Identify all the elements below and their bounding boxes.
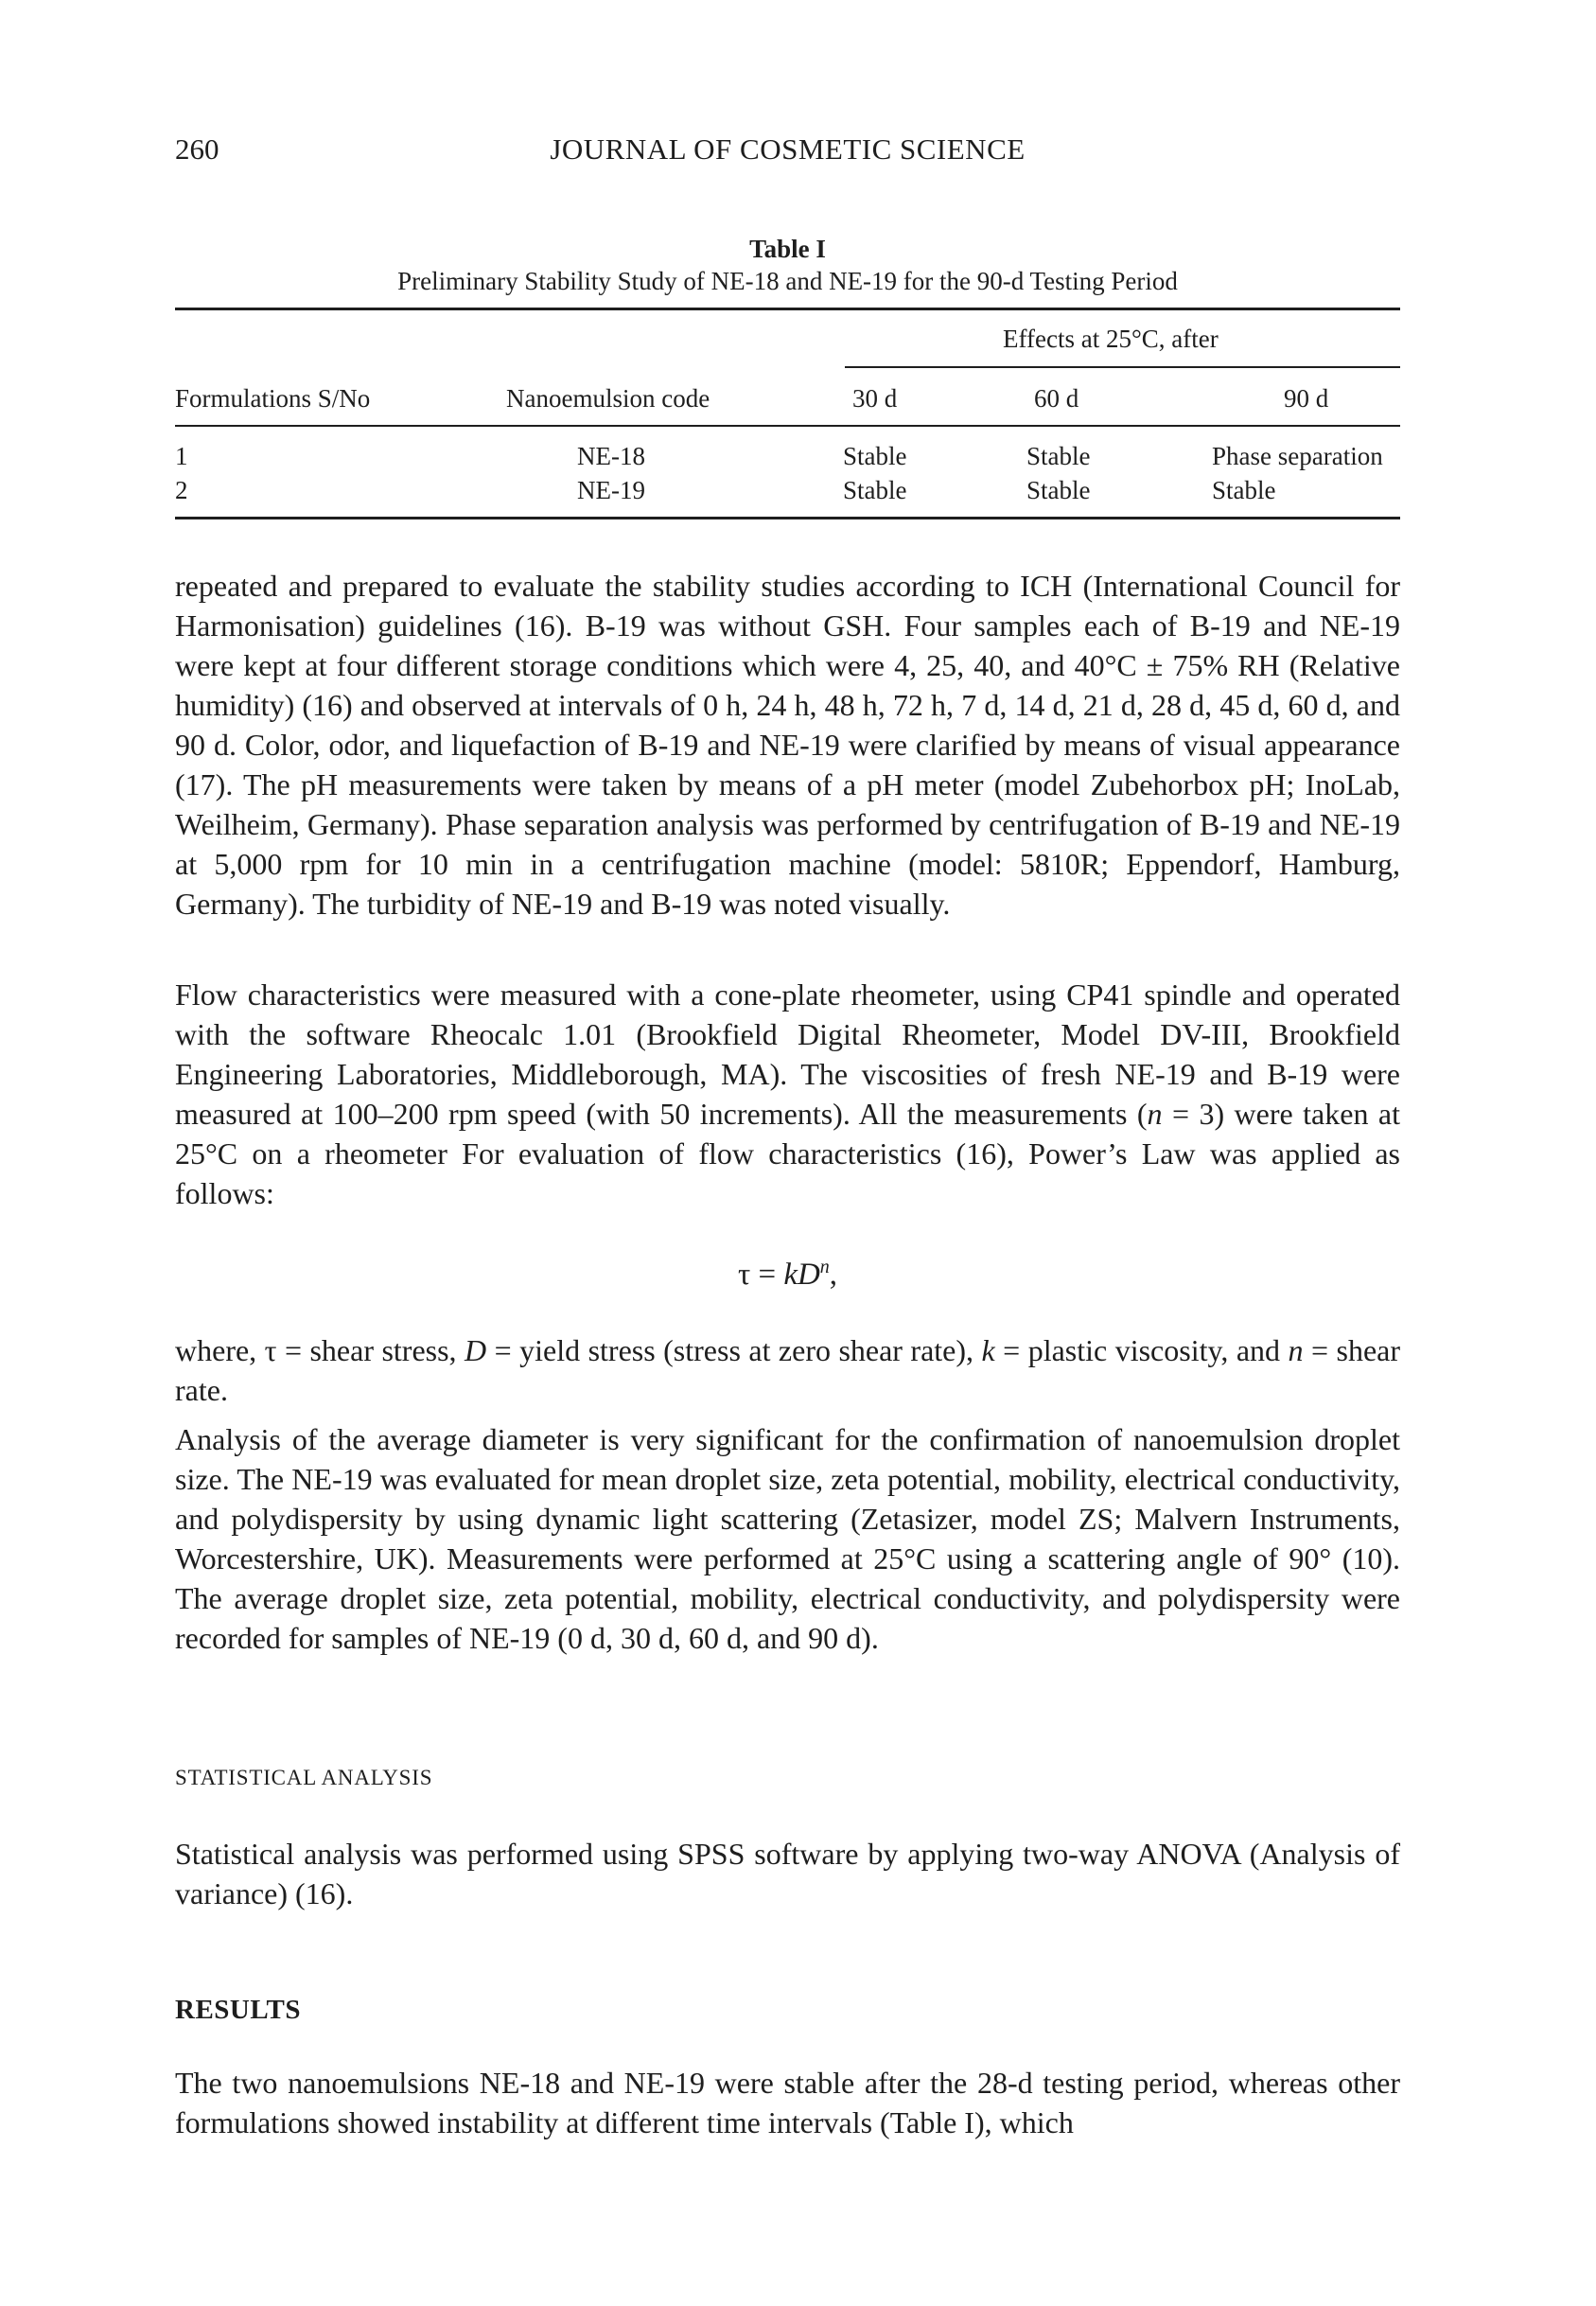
equation-end: , — [829, 1258, 838, 1292]
table-cell: 2 — [175, 476, 188, 504]
column-header: Formulations S/No — [175, 384, 371, 413]
table-cell: Stable — [843, 442, 907, 470]
paragraph-stability-methods: repeated and prepared to evaluate the stability studies according to ICH (International Council for Harmonisation) guidelines (16). B-19 was without GSH. Four samples each of B-19 and NE-19 were kept at four different storage conditions which were 4, 25, 40, and 40°C ± 75% RH (Relative humidity) (16) and observed at intervals of 0 h, 24 h, 48 h, 72 h, 7 d, 14 d, 21 d, 28 d, 45 d, 60 d, and 90 d. Color, odor, and liquefaction of B-19 and NE-19 were clarified by means of visual appearance (17). The pH measurements were taken by means of a pH meter (model Zubehorbox pH; InoLab, Weilheim, Germany). Phase separation analysis was performed by centrifugation of B-19 and NE-19 at 5,000 rpm for 10 min in a centrifugation machine (model: 5810R; Eppendorf, Hamburg, Germany). The turbidity of NE-19 and B-19 was noted visually. — [175, 569, 1400, 921]
text-run: = shear rate. — [175, 1333, 1401, 1407]
table-top-rule — [175, 308, 1400, 310]
column-header: 30 d — [852, 384, 898, 413]
italic-variable: n — [1147, 1097, 1163, 1131]
running-head — [175, 132, 1400, 174]
italic-variable: k — [981, 1333, 995, 1367]
table-bottom-rule — [175, 517, 1400, 519]
text-run: where, τ = shear stress, — [175, 1333, 465, 1367]
italic-variable: n — [1288, 1333, 1304, 1367]
paragraph-statistical: Statistical analysis was performed using SPSS software by applying two-way ANOVA (Analysis of variance) (16). — [175, 1837, 1400, 1910]
table-cell: Stable — [843, 476, 907, 504]
text-run: Flow characteristics were measured with a cone-plate rheometer, using CP41 spindle and operated with the software Rheocalc 1.01 (Brookfield Digital Rheometer, Model DV-III, Brookfield Engineering Laboratories, Middleborough, MA). The viscosities of fresh NE-19 and B-19 were measured at 100–200 rpm speed (with 50 increments). All the measurements ( — [175, 977, 1400, 1131]
text-run: = yield stress (stress at zero shear rate), — [486, 1333, 982, 1367]
group-header-rule — [845, 366, 1400, 368]
table-cell: Stable — [1212, 476, 1276, 504]
power-law-equation — [175, 1257, 1400, 1293]
italic-variable: D — [465, 1333, 487, 1367]
paragraph-flow-characteristics — [175, 975, 1400, 1213]
table-cell: NE-18 — [577, 442, 645, 470]
paragraph-definitions — [175, 1330, 1400, 1410]
table-cell: NE-19 — [577, 476, 645, 504]
table-cell: Phase separation — [1212, 442, 1383, 470]
paragraph-results: The two nanoemulsions NE-18 and NE-19 were stable after the 28-d testing period, whereas other formulations showed instability at different time intervals (Table I), which — [175, 2066, 1400, 2139]
group-header: Effects at 25°C, after — [1003, 325, 1219, 353]
equation-exponent: n — [819, 1257, 830, 1277]
equation-rhs: kD — [783, 1258, 820, 1292]
paragraph-droplet-size: Analysis of the average diameter is very significant for the confirmation of nanoemulsion droplet size. The NE-19 was evaluated for mean droplet size, zeta potential, mobility, electrical conductivity, and polydispersity by using dynamic light scattering (Zetasizer, model ZS; Malvern Instruments, Worcestershire, UK). Measurements were performed at 25°C using a scattering angle of 90° (10). The average droplet size, zeta potential, mobility, electrical conductivity, and polydispersity were recorded for samples of NE-19 (0 d, 30 d, 60 d, and 90 d). — [175, 1422, 1400, 1655]
column-header: 60 d — [1034, 384, 1079, 413]
table-cell: Stable — [1026, 476, 1091, 504]
header-rule — [175, 425, 1400, 427]
page-number: 260 — [175, 132, 219, 166]
equation-lhs: τ = — [737, 1258, 784, 1292]
table-title: Preliminary Stability Study of NE-18 and NE-19 for the 90-d Testing Period — [397, 267, 1178, 295]
table-cell: 1 — [175, 442, 188, 470]
journal-title: JOURNAL OF COSMETIC SCIENCE — [550, 132, 1026, 166]
section-heading-statistical: STATISTICAL ANALYSIS — [175, 1766, 433, 1789]
text-run: = plastic viscosity, and — [994, 1333, 1289, 1367]
column-header: Nanoemulsion code — [506, 384, 710, 413]
section-heading-results: RESULTS — [175, 1995, 302, 2025]
table-cell: Stable — [1026, 442, 1091, 470]
text-run: = 3) were taken at 25°C on a rheometer For evaluation of flow characteristics (16), Power’s Law was applied as follows: — [175, 1097, 1401, 1210]
column-header: 90 d — [1284, 384, 1329, 413]
table-label: Table I — [749, 235, 826, 263]
